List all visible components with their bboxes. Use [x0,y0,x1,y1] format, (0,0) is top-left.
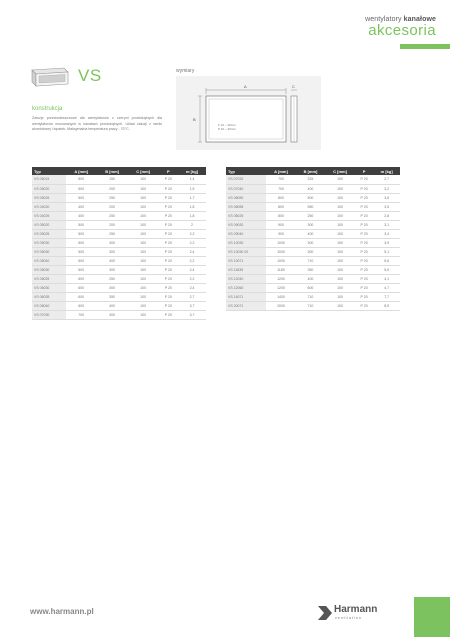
table-cell: VS 12060 [226,283,266,292]
table-cell: P 20 [159,274,178,283]
table-cell: VS 05040 [32,256,66,265]
table-cell: 1000 [266,256,295,265]
table-cell: P 20 [355,301,374,310]
table-cell: 2,4 [178,265,206,274]
table-cell: VS 07040 [226,184,266,193]
table-cell: 1,5 [178,184,206,193]
table-row [226,256,400,265]
table-row [226,211,400,220]
table-cell: VS 05030 [32,265,66,274]
table-cell: 400 [97,301,128,310]
table-cell: VS 06030 [32,283,66,292]
table-cell: 3,6 [373,193,400,202]
table-cell: 100 [128,265,159,274]
table-cell: P 20 [159,265,178,274]
table-cell: 710 [296,256,326,265]
table-cell: P 20 [159,247,178,256]
table-cell: 100 [128,193,159,202]
column-header: C [mm] [128,167,159,175]
table-cell: P 20 [355,229,374,238]
table-cell: P 20 [355,238,374,247]
subtitle-bold: kanałowe [403,16,436,23]
table-cell: P 20 [355,175,374,184]
table-cell: 250 [97,193,128,202]
table-cell: 7,7 [373,292,400,301]
table-cell: 100 [128,310,159,319]
category-header [365,16,436,39]
table-cell: VS 07030 [32,310,66,319]
table-row [32,229,206,238]
footer-accent-bar [414,597,450,637]
table-cell: 500 [66,193,97,202]
brand-logo-icon [318,604,334,622]
table-cell: VS 05020 [32,220,66,229]
table-cell: 1000 [266,247,295,256]
table-row [226,292,400,301]
table-cell: 4,1 [373,274,400,283]
table-cell: 100 [325,238,355,247]
table-cell: VS 06040 [32,301,66,310]
table-cell: 300 [296,238,326,247]
table-cell: 500 [296,193,326,202]
table-cell: 2,2 [178,256,206,265]
table-cell: 2,2 [178,229,206,238]
table-cell: 600 [66,283,97,292]
table-cell: 100 [325,211,355,220]
table-cell: VS 05025 [32,193,66,202]
table-row [226,274,400,283]
table-cell: 800 [266,211,295,220]
table-cell: 2,4 [178,247,206,256]
table-cell: P 20 [159,301,178,310]
table-cell: 250 [97,274,128,283]
table-cell: 400 [66,202,97,211]
table-cell: 100 [325,256,355,265]
table-cell: 100 [128,238,159,247]
table-row [32,310,206,319]
table-cell: P 20 [159,184,178,193]
column-header: m [kg] [373,167,400,175]
footer-url[interactable]: www.harmann.pl [30,607,94,616]
table-row [226,193,400,202]
table-cell: P 20 [159,220,178,229]
table-cell: 100 [128,184,159,193]
column-header: P [159,167,178,175]
dim-c-label: C [292,84,295,89]
table-cell: 5,6 [373,256,400,265]
table-cell: 1,7 [178,193,206,202]
table-cell: 3,9 [373,238,400,247]
table-row [32,202,206,211]
table-cell: 900 [266,229,295,238]
table-cell: 1,8 [178,202,206,211]
table-row [32,256,206,265]
table-cell: P 20 [355,247,374,256]
table-cell: VS 10071 [226,256,266,265]
table-cell: 3,7 [178,301,206,310]
table-row [32,238,206,247]
table-cell: P 20 [355,202,374,211]
column-header: m [kg] [178,167,206,175]
table-cell: VS 10030 02 [226,247,266,256]
table-cell: VS 20071 [226,301,266,310]
table-cell: P 20 [355,274,374,283]
table-cell: 800 [266,193,295,202]
column-header: A [mm] [266,167,295,175]
table-cell: P 20 [355,283,374,292]
table-row [32,211,206,220]
table-cell: VS 09030 [226,220,266,229]
table-cell: 2000 [266,301,295,310]
table-cell: VS 11835 [226,265,266,274]
table-cell: 2,2 [178,238,206,247]
table-cell: 100 [325,184,355,193]
table-cell: 200 [97,202,128,211]
table-cell: 500 [66,265,97,274]
table-cell: 3,4 [373,229,400,238]
table-cell: 100 [325,292,355,301]
table-cell: P 20 [159,229,178,238]
table-cell: 150 [97,175,128,184]
table-cell: 600 [66,274,97,283]
table-cell: 400 [97,256,128,265]
table-cell: 400 [66,211,97,220]
table-cell: VS 04025 [32,211,66,220]
drawing-note-2: P 10 ~ 30mm [218,127,236,131]
table-cell: 2 [178,220,206,229]
table-cell: 600 [66,301,97,310]
table-cell: 300 [97,310,128,319]
table-cell: VS 10030 [226,238,266,247]
table-cell: 2,7 [373,175,400,184]
table-cell: P 20 [355,256,374,265]
table-cell: VS 06025 [32,274,66,283]
table-row [32,301,206,310]
table-cell: 100 [128,220,159,229]
table-cell: P 20 [355,265,374,274]
table-cell: P 20 [159,175,178,184]
table-cell: 100 [128,211,159,220]
table-cell: 350 [97,292,128,301]
table-cell: 500 [66,220,97,229]
table-cell: 100 [128,274,159,283]
table-cell: 700 [66,310,97,319]
table-cell: 100 [325,274,355,283]
table-cell: 550 [296,202,326,211]
table-cell: P 20 [355,292,374,301]
table-cell: 700 [266,184,295,193]
table-cell: 100 [128,283,159,292]
drawing-note-1: F 10 ~ 30mm [218,123,236,127]
table-cell: VS 06035 [32,292,66,301]
table-cell: VS 04020 [32,202,66,211]
table-cell: 100 [128,247,159,256]
table-cell: 1,8 [178,211,206,220]
brand-name: Harmann [334,604,378,615]
table-cell: VS 12040 [226,274,266,283]
dimensions-label: wymiary [176,68,195,74]
table-cell: 500 [66,184,97,193]
table-cell: 3,1 [373,220,400,229]
table-cell: 300 [296,247,326,256]
table-cell: 500 [66,175,97,184]
table-cell: 1,4 [178,175,206,184]
table-cell: VS 08055 [226,202,266,211]
table-cell: 100 [128,301,159,310]
dim-a-label: A [244,84,247,89]
table-cell: 2,2 [178,274,206,283]
table-cell: 100 [325,283,355,292]
table-row [226,220,400,229]
table-row [226,283,400,292]
brand-tagline: ventilation [335,616,362,620]
table-cell: 200 [97,220,128,229]
column-header: B [mm] [296,167,326,175]
dimension-drawing [176,76,321,150]
column-header: B [mm] [97,167,128,175]
table-cell: VS 09040 [226,229,266,238]
product-code: VS [78,66,102,85]
table-cell: 800 [266,202,295,211]
table-cell: 100 [128,292,159,301]
table-cell: 300 [97,238,128,247]
table-cell: 400 [296,229,326,238]
table-cell: 250 [97,229,128,238]
table-cell: VS 07032 [226,175,266,184]
header-accent-bar [400,44,450,49]
table-cell: 8,5 [373,301,400,310]
table-row [226,247,400,256]
table-cell: 3,5 [373,202,400,211]
table-cell: P 20 [159,256,178,265]
table-cell: P 20 [355,211,374,220]
dim-b-label: B [193,117,196,122]
table-cell: 5,5 [373,265,400,274]
table-row [32,265,206,274]
table-cell: 1400 [266,292,295,301]
table-row [32,292,206,301]
table-cell: 100 [325,301,355,310]
table-cell: 100 [128,175,159,184]
table-cell: 4,7 [373,283,400,292]
table-cell: 300 [97,247,128,256]
table-cell: 100 [128,229,159,238]
table-cell: 500 [66,256,97,265]
table-cell: 500 [66,247,97,256]
spec-table-left [32,167,206,320]
table-cell: VS 05025 [32,229,66,238]
table-cell: P 20 [159,238,178,247]
table-cell: 200 [97,184,128,193]
table-cell: 100 [128,202,159,211]
table-row [226,184,400,193]
table-cell: 1180 [266,265,295,274]
construction-text: Żaluzje przeciwdeszczowe dla wentylatorów z czerpni prostokątnych dla wentylatorów mocowanych w kanałach prostokątnych. Układ żaluzji z ramki aluminiowej i łopatek. Maksymalna temperatura pracy - 70°C. [32,116,162,132]
brand-logo [318,604,402,626]
table-cell: 710 [296,301,326,310]
table-cell: VS 05015 [32,175,66,184]
table-cell: 3,7 [178,310,206,319]
table-row [226,175,400,184]
table-cell: P 20 [355,220,374,229]
table-cell: 100 [325,175,355,184]
table-cell: 250 [97,211,128,220]
column-header: P [355,167,374,175]
construction-section [32,106,162,133]
table-cell: 2,4 [178,283,206,292]
table-cell: P 20 [355,184,374,193]
table-cell: P 20 [159,211,178,220]
construction-title: konstrukcja [32,106,63,112]
table-cell: 2,7 [178,292,206,301]
table-cell: P 20 [159,310,178,319]
table-row [226,238,400,247]
table-cell: 1200 [266,274,295,283]
table-cell: P 20 [159,292,178,301]
table-cell: 600 [66,292,97,301]
table-row [226,229,400,238]
table-cell: 300 [97,283,128,292]
table-cell: VS 05020 [32,184,66,193]
table-cell: 100 [325,229,355,238]
table-cell: 5,1 [373,247,400,256]
table-row [226,301,400,310]
table-row [32,184,206,193]
table-cell: VS 14071 [226,292,266,301]
table-cell: 1000 [266,238,295,247]
table-cell: 100 [325,247,355,256]
table-cell: 400 [296,274,326,283]
table-row [32,193,206,202]
louver-product-icon [30,66,70,88]
dimension-drawing-svg [176,76,321,150]
table-cell: VS 05030 [32,247,66,256]
column-header: Typ [32,167,66,175]
table-row [32,220,206,229]
table-cell: 500 [66,229,97,238]
table-row [32,247,206,256]
table-cell: 100 [325,220,355,229]
table-row [226,265,400,274]
subtitle-plain: wentylatory [365,16,404,23]
table-cell: 600 [296,283,326,292]
table-cell: 100 [325,202,355,211]
table-cell: 350 [296,265,326,274]
table-cell: 2,8 [373,211,400,220]
column-header: Typ [226,167,266,175]
category-title: akcesoria [368,22,436,39]
table-cell: 3,2 [373,184,400,193]
table-cell: P 20 [159,202,178,211]
table-cell: 500 [66,238,97,247]
table-cell: 300 [296,220,326,229]
column-header: A [mm] [66,167,97,175]
table-row [32,274,206,283]
table-cell: VS 08050 [226,193,266,202]
table-cell: 325 [296,175,326,184]
table-row [32,175,206,184]
table-cell: 400 [296,184,326,193]
table-cell: 700 [266,175,295,184]
table-row [226,202,400,211]
column-header: C [mm] [325,167,355,175]
table-cell: 100 [325,193,355,202]
table-cell: 1200 [266,283,295,292]
table-cell: 710 [296,292,326,301]
table-cell: 300 [97,265,128,274]
table-cell: VS 05030 [32,238,66,247]
table-cell: 900 [266,220,295,229]
table-cell: 250 [296,211,326,220]
table-cell: 100 [128,256,159,265]
spec-table-right [226,167,400,311]
table-cell: P 20 [159,193,178,202]
table-cell: VS 08025 [226,211,266,220]
table-cell: P 20 [355,193,374,202]
table-row [32,283,206,292]
table-cell: 100 [325,265,355,274]
table-cell: P 20 [159,283,178,292]
